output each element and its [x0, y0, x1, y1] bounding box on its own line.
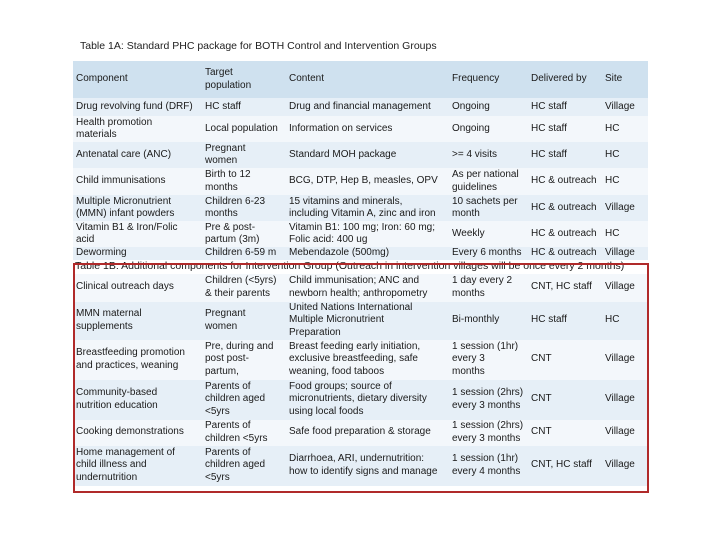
cell-frequency: [449, 274, 528, 302]
cell-target-population: [202, 380, 286, 420]
cell-line: Diarrhoea, ARI, undernutrition:: [289, 453, 425, 464]
cell-delivered-by: CNT, HC staff: [528, 274, 602, 302]
cell-target-population: [202, 340, 286, 380]
cell-site: Village: [602, 195, 648, 221]
table-1b-title-row: [73, 260, 648, 274]
cell-line: Cooking demonstrations: [76, 426, 184, 438]
cell-line: Breast feeding early initiation,: [289, 340, 421, 352]
cell-line: partum (3m): [205, 234, 260, 245]
cell-component: [73, 221, 202, 247]
cell-line: nutrition education: [76, 399, 158, 411]
cell-line: every 4 months: [452, 465, 521, 477]
cell-line: Child immunisation; ANC and: [289, 275, 420, 286]
cell-line: supplements: [76, 320, 133, 332]
cell-delivered-by: CNT: [528, 420, 602, 446]
table-row: [73, 116, 648, 142]
table-1a-title: Table 1A: Standard PHC package for BOTH Control and Intervention Groups: [80, 40, 437, 52]
cell-line: materials: [76, 129, 117, 140]
cell-frequency: [449, 446, 528, 486]
table-row: [73, 340, 648, 380]
cell-site: Village: [602, 380, 648, 420]
cell-line: Drug revolving fund (DRF): [76, 100, 193, 112]
cell-frequency: [449, 302, 528, 340]
cell-line: micronutrients, dietary diversity: [289, 393, 427, 405]
cell-content: [286, 116, 449, 142]
cell-line: Children 6-23: [205, 195, 266, 207]
cell-content: [286, 446, 449, 486]
table-row: [73, 247, 648, 260]
cell-line: >= 4 visits: [452, 148, 498, 160]
table-row: [73, 420, 648, 446]
table-header-row: [73, 61, 648, 98]
cell-line: Children (<5yrs): [205, 275, 277, 286]
cell-content: [286, 221, 449, 247]
cell-frequency: [449, 221, 528, 247]
cell-line: post post-: [205, 353, 249, 365]
cell-line: Vitamin B1 & Iron/Folic: [76, 221, 178, 233]
cell-line: Weekly: [452, 227, 485, 239]
cell-delivered-by: CNT: [528, 380, 602, 420]
cell-line: Children 6-59 m: [205, 247, 277, 258]
cell-line: child illness and: [76, 459, 147, 471]
cell-line: Pregnant: [205, 308, 246, 319]
cell-delivered-by: HC & outreach: [528, 221, 602, 247]
header-target-population: [202, 61, 286, 98]
cell-target-population: [202, 116, 286, 142]
cell-delivered-by: HC staff: [528, 116, 602, 142]
cell-line: weaning, food taboos: [289, 365, 385, 377]
cell-line: Parents of: [205, 380, 251, 392]
cell-content: [286, 380, 449, 420]
cell-target-population: [202, 446, 286, 486]
cell-line: 1 session (2hrs): [452, 420, 524, 431]
cell-line: <5yrs: [205, 405, 230, 417]
table-row: [73, 380, 648, 420]
cell-delivered-by: HC staff: [528, 142, 602, 168]
cell-target-population: [202, 302, 286, 340]
cell-line: Community-based: [76, 387, 158, 398]
cell-component: [73, 420, 202, 446]
cell-line: & their parents: [205, 287, 271, 299]
cell-component: [73, 195, 202, 221]
cell-component: [73, 274, 202, 302]
cell-frequency: [449, 116, 528, 142]
table-row: [73, 446, 648, 486]
cell-delivered-by: CNT: [528, 340, 602, 380]
cell-component: [73, 168, 202, 195]
cell-component: [73, 98, 202, 116]
cell-line: Mebendazole (500mg): [289, 247, 390, 258]
cell-frequency: [449, 380, 528, 420]
cell-line: every 3: [452, 353, 485, 365]
cell-line: months: [452, 365, 485, 377]
cell-line: month: [452, 208, 480, 219]
cell-line: Standard MOH package: [289, 148, 397, 160]
cell-line: Clinical outreach days: [76, 281, 174, 293]
cell-site: HC: [602, 168, 648, 195]
cell-site: Village: [602, 274, 648, 302]
cell-line: Folic acid: 400 ug: [289, 234, 368, 245]
cell-line: including Vitamin A, zinc and iron: [289, 208, 436, 219]
cell-content: [286, 274, 449, 302]
cell-target-population: [202, 274, 286, 302]
cell-line: and practices, weaning: [76, 359, 179, 371]
cell-line: Antenatal care (ANC): [76, 148, 172, 160]
cell-line: Home management of: [76, 446, 175, 458]
cell-line: Food groups; source of: [289, 380, 392, 392]
cell-line: Pre & post-: [205, 221, 256, 233]
cell-component: [73, 142, 202, 168]
cell-line: Child immunisations: [76, 175, 166, 187]
cell-line: children aged: [205, 393, 266, 405]
cell-frequency: [449, 247, 528, 260]
table-row: [73, 142, 648, 168]
cell-delivered-by: HC & outreach: [528, 247, 602, 260]
table-1a-body: [73, 98, 648, 260]
header-frequency: Frequency: [449, 61, 528, 98]
cell-content: [286, 195, 449, 221]
cell-target-population: [202, 98, 286, 116]
cell-site: Village: [602, 340, 648, 380]
table-row: [73, 274, 648, 302]
cell-frequency: [449, 98, 528, 116]
cell-line: Breastfeeding promotion: [76, 347, 185, 358]
cell-site: HC: [602, 221, 648, 247]
cell-line: MMN maternal: [76, 308, 142, 319]
cell-line: HC staff: [205, 100, 241, 112]
cell-line: Preparation: [289, 326, 341, 338]
cell-frequency: [449, 340, 528, 380]
cell-content: [286, 168, 449, 195]
cell-line: partum,: [205, 365, 239, 377]
cell-frequency: [449, 168, 528, 195]
cell-content: [286, 247, 449, 260]
cell-content: [286, 302, 449, 340]
cell-delivered-by: CNT, HC staff: [528, 446, 602, 486]
cell-line: 10 sachets per: [452, 195, 518, 207]
cell-line: months: [452, 287, 485, 299]
cell-site: HC: [602, 302, 648, 340]
cell-line: 1 day every 2: [452, 275, 513, 286]
cell-line: Parents of: [205, 446, 251, 458]
cell-line: children <5yrs: [205, 432, 268, 444]
cell-line: months: [205, 181, 238, 193]
cell-line: Health promotion: [76, 116, 153, 128]
cell-content: [286, 340, 449, 380]
cell-target-population: [202, 195, 286, 221]
cell-target-population: [202, 168, 286, 195]
cell-line: newborn health; anthropometry: [289, 287, 428, 299]
cell-line: Multiple Micronutrient: [289, 314, 385, 326]
cell-delivered-by: HC staff: [528, 302, 602, 340]
cell-component: [73, 380, 202, 420]
cell-line: <5yrs: [205, 471, 230, 483]
cell-delivered-by: HC & outreach: [528, 195, 602, 221]
cell-line: BCG, DTP, Hep B, measles, OPV: [289, 175, 438, 187]
cell-target-population: [202, 247, 286, 260]
cell-line: Ongoing: [452, 100, 490, 112]
cell-delivered-by: HC & outreach: [528, 168, 602, 195]
cell-line: Multiple Micronutrient: [76, 195, 172, 207]
header-target-line: population: [205, 79, 252, 91]
cell-component: [73, 302, 202, 340]
cell-site: Village: [602, 247, 648, 260]
cell-line: women: [205, 155, 238, 166]
cell-site: HC: [602, 116, 648, 142]
cell-content: [286, 420, 449, 446]
cell-line: (MMN) infant powders: [76, 208, 175, 219]
cell-site: Village: [602, 98, 648, 116]
table-row: [73, 302, 648, 340]
cell-component: [73, 116, 202, 142]
header-component: Component: [73, 61, 202, 98]
cell-frequency: [449, 420, 528, 446]
cell-line: guidelines: [452, 181, 498, 193]
cell-content: [286, 142, 449, 168]
cell-line: 1 session (1hr): [452, 340, 519, 352]
cell-line: undernutrition: [76, 471, 138, 483]
table-row: [73, 98, 648, 116]
cell-line: Pregnant: [205, 142, 246, 154]
table-row: [73, 195, 648, 221]
cell-line: using local foods: [289, 405, 364, 417]
cell-line: Ongoing: [452, 122, 490, 134]
cell-line: children aged: [205, 459, 266, 471]
cell-delivered-by: HC staff: [528, 98, 602, 116]
cell-target-population: [202, 221, 286, 247]
table-row: [73, 221, 648, 247]
cell-line: exclusive breastfeeding, safe: [289, 353, 418, 365]
header-delivered-by: Delivered by: [528, 61, 602, 98]
header-target-line: Target: [205, 67, 233, 78]
table-1b-body: [73, 260, 648, 486]
header-content: Content: [286, 61, 449, 98]
table-1b-title: Table 1B: Additional components for Intervention Group (Outreach in intervention villages will be once every 2 months): [73, 260, 648, 274]
cell-component: [73, 446, 202, 486]
cell-line: As per national: [452, 169, 519, 180]
cell-line: 1 session (2hrs): [452, 387, 524, 398]
cell-line: 1 session (1hr): [452, 453, 519, 464]
cell-line: Parents of: [205, 420, 251, 431]
cell-target-population: [202, 142, 286, 168]
header-site: Site: [602, 61, 648, 98]
cell-component: [73, 340, 202, 380]
cell-line: Vitamin B1: 100 mg; Iron: 60 mg;: [289, 221, 436, 233]
cell-line: Drug and financial management: [289, 100, 431, 112]
cell-line: Deworming: [76, 247, 127, 258]
cell-line: Information on services: [289, 122, 393, 134]
cell-line: Bi-monthly: [452, 314, 500, 326]
cell-content: [286, 98, 449, 116]
cell-target-population: [202, 420, 286, 446]
cell-line: women: [205, 320, 238, 332]
cell-frequency: [449, 142, 528, 168]
cell-component: [73, 247, 202, 260]
cell-line: every 3 months: [452, 432, 521, 444]
cell-site: Village: [602, 446, 648, 486]
cell-line: months: [205, 208, 238, 219]
cell-line: Pre, during and: [205, 340, 274, 352]
cell-line: every 3 months: [452, 399, 521, 411]
phc-package-table: [73, 61, 648, 486]
cell-site: HC: [602, 142, 648, 168]
cell-line: how to identify signs and manage: [289, 465, 438, 477]
cell-line: Every 6 months: [452, 247, 522, 258]
cell-frequency: [449, 195, 528, 221]
cell-line: Local population: [205, 122, 278, 134]
cell-line: acid: [76, 234, 95, 245]
cell-line: Safe food preparation & storage: [289, 426, 431, 438]
cell-site: Village: [602, 420, 648, 446]
cell-line: 15 vitamins and minerals,: [289, 195, 403, 207]
cell-line: Birth to 12: [205, 169, 251, 180]
table-row: [73, 168, 648, 195]
cell-line: United Nations International: [289, 301, 413, 313]
